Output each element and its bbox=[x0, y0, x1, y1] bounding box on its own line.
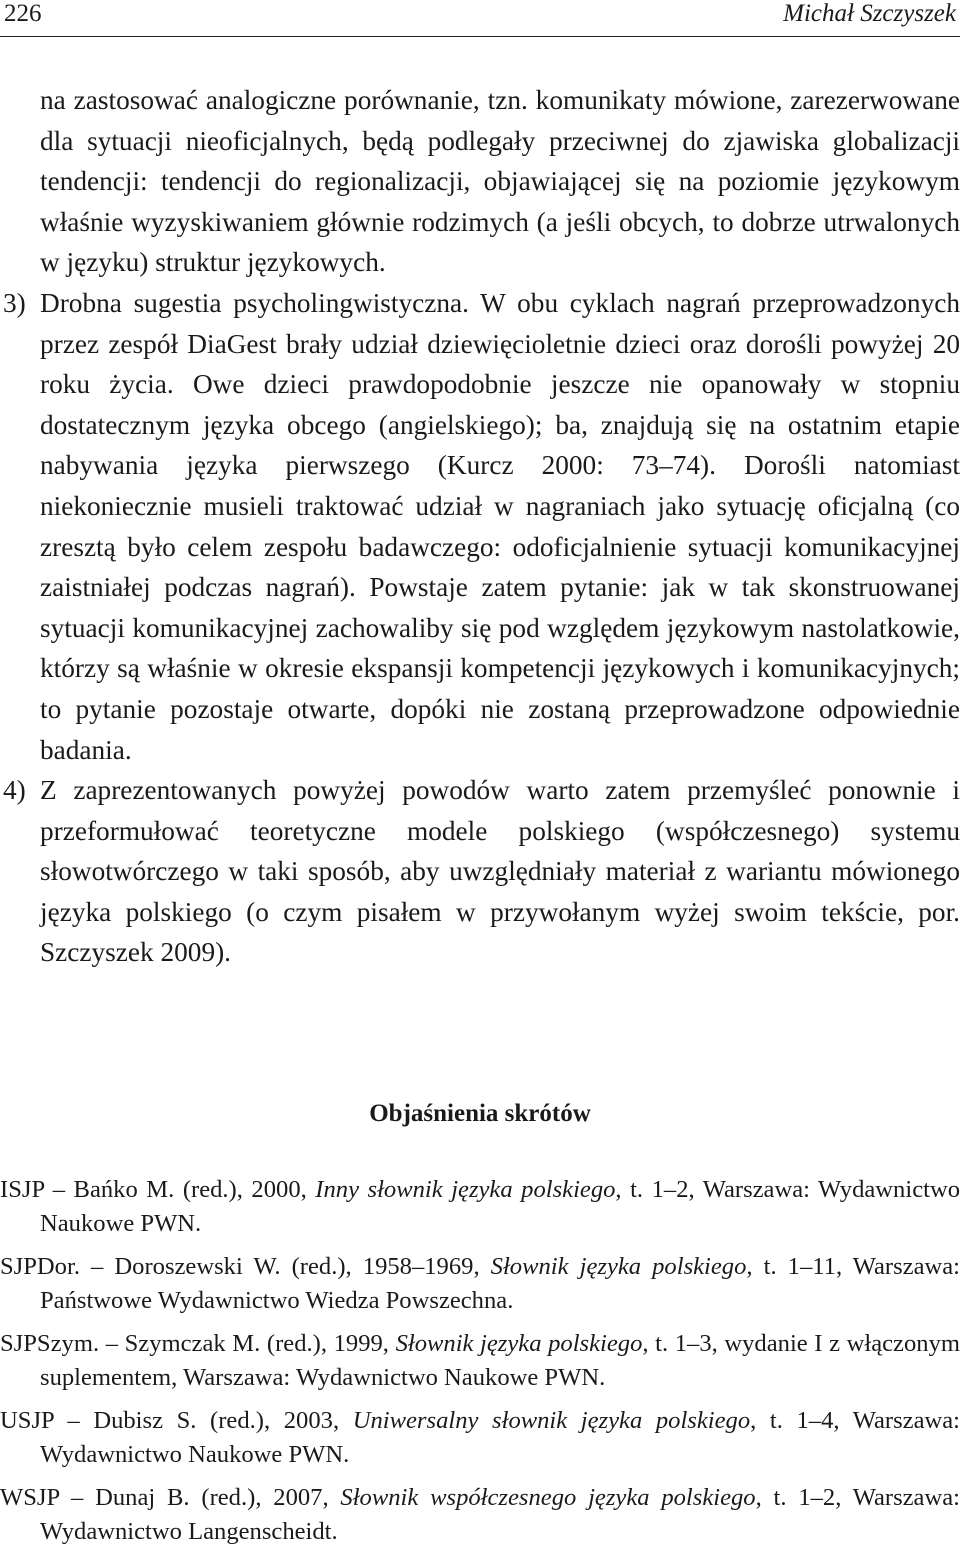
list-item-text: Drobna sugestia psycholingwistyczna. W obu cyklach nagrań przeprowadzonych przez zespół DiaGest brały udział dziewięcioletnie dzieci oraz dorośli powyżej 20 roku życia. Owe dzieci prawdopodobnie jeszcze nie opanowały w stopniu dostatecznym języka obcego (angielskiego); ba, znajdują się na ostatnim etapie nabywania języka pierwszego (Kurcz 2000: 73–74). Dorośli natomiast niekoniecznie musieli traktować udział w nagraniach jako sytuację oficjalną (co zresztą było celem zespołu badawczego: odoficjalnienie sytuacji komunikacyjnej zaistniałej podczas nagrań). Powstaje zatem pytanie: jak w tak skonstruowanej sytuacji komunikacyjnej zachowaliby się pod względem językowym nastolatkowie, którzy są właśnie w okresie ekspansji kompetencji językowych i komunikacyjnych; to pytanie pozostaje otwarte, dopóki nie zostaną przeprowadzone odpowiednie badania. bbox=[40, 287, 960, 765]
abbreviation-entry-sjpszym bbox=[0, 1327, 960, 1395]
entry-rest: , t. 1–11, Warszawa: Państwowe Wydawnictwo Wiedza Powszechna. bbox=[40, 1253, 960, 1314]
entry-title: Inny słownik języka polskiego bbox=[315, 1176, 616, 1203]
list-item-4 bbox=[0, 770, 960, 973]
entry-title: Uniwersalny słownik języka polskiego bbox=[352, 1407, 751, 1434]
entry-lead: SJPSzym. – Szymczak M. (red.), 1999, bbox=[0, 1330, 396, 1357]
page-number: 226 bbox=[4, 0, 42, 27]
main-text bbox=[0, 80, 960, 973]
entry-lead: WSJP – Dunaj B. (red.), 2007, bbox=[0, 1484, 341, 1511]
entry-title: Słownik języka polskiego bbox=[395, 1330, 643, 1357]
entry-rest: , t. 1–4, Warszawa: Wydawnictwo Naukowe PWN. bbox=[40, 1407, 960, 1468]
entry-title: Słownik języka polskiego bbox=[490, 1253, 747, 1280]
entry-rest: , t. 1–2, Warszawa: Wydawnictwo Naukowe PWN. bbox=[40, 1176, 960, 1237]
abbreviation-entry-usjp bbox=[0, 1404, 960, 1472]
paragraph-continuation: na zastosować analogiczne porównanie, tzn. komunikaty mówione, zarezerwowane dla sytuacji nieoficjalnych, będą podlegały przeciwnej do zjawiska globalizacji tendencji: tendencji do regionalizacji, objawiającej się na poziomie językowym właśnie wyzyskiwaniem głównie rodzimych (a jeśli obcych, to dobrze utrwalonych w języku) struktur językowych. bbox=[40, 85, 960, 278]
entry-rest: , t. 1–2, Warszawa: Wydawnictwo Langenscheidt. bbox=[40, 1484, 960, 1545]
entry-lead: ISJP – Bańko M. (red.), 2000, bbox=[0, 1176, 316, 1203]
entry-lead: SJPDor. – Doroszewski W. (red.), 1958–1969, bbox=[0, 1253, 491, 1280]
list-item-text: Z zaprezentowanych powyżej powodów warto zatem przemyśleć ponownie i przeformułować teoretyczne modele polskiego (współczesnego) systemu słowotwórczego w taki sposób, aby uwzględniały materiał z wariantu mówionego języka polskiego (o czym pisałem w przywołanym wyżej swoim tekście, por. Szczyszek 2009). bbox=[40, 775, 960, 968]
list-item-3 bbox=[0, 283, 960, 770]
entry-rest: , t. 1–3, wydanie I z włączonym suplementem, Warszawa: Wydawnictwo Naukowe PWN. bbox=[40, 1330, 960, 1391]
page-header bbox=[0, 0, 960, 37]
abbreviation-entry-isjp bbox=[0, 1173, 960, 1241]
running-head-author: Michał Szczyszek bbox=[783, 0, 956, 27]
section-heading: Objaśnienia skrótów bbox=[369, 1100, 591, 1127]
entry-lead: USJP – Dubisz S. (red.), 2003, bbox=[0, 1407, 353, 1434]
list-item-number: 3) bbox=[3, 287, 26, 318]
abbreviations-list bbox=[0, 1173, 960, 1558]
abbreviation-entry-sjpdor bbox=[0, 1250, 960, 1318]
entry-title: Słownik współczesnego języka polskiego bbox=[340, 1484, 756, 1511]
abbreviation-entry-wsjp bbox=[0, 1481, 960, 1549]
list-item-number: 4) bbox=[3, 775, 26, 806]
